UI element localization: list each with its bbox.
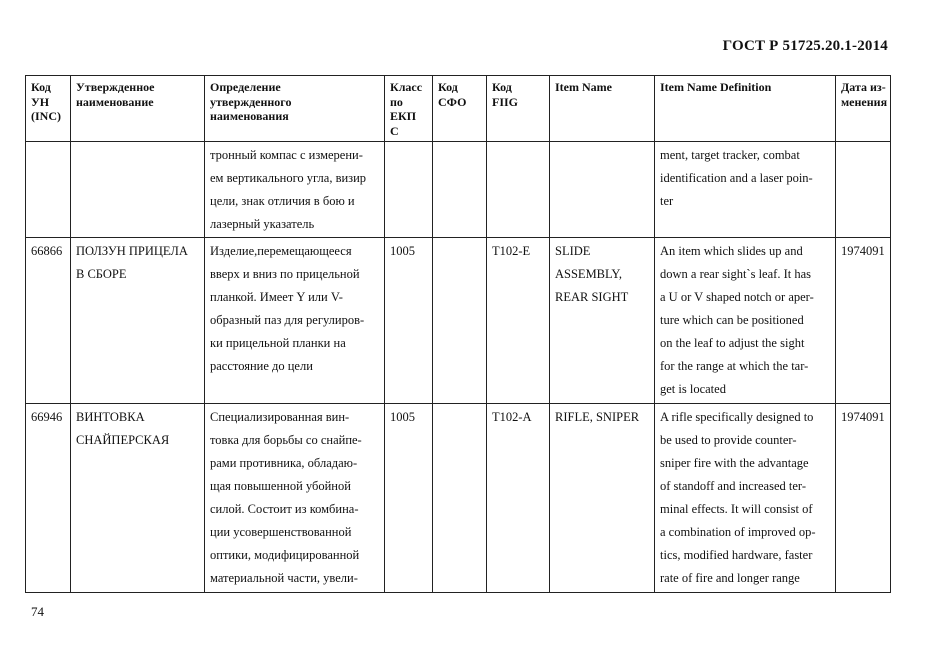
cell-text-line: minal effects. It will consist of — [660, 502, 813, 516]
table-cell-change-date — [836, 142, 891, 238]
cell-text-line: SLIDE — [555, 244, 591, 258]
cell-text-line: оптики, модифицированной — [210, 548, 360, 562]
table-cell-item-name-definition — [655, 142, 836, 238]
cell-text-line: An item which slides up and — [660, 244, 803, 258]
cell-text-line: ВИНТОВКА — [76, 410, 145, 424]
cell-text-line: образный паз для регулиров- — [210, 313, 365, 327]
cell-text-line: ture which can be positioned — [660, 313, 804, 327]
cell-text-line: on the leaf to adjust the sight — [660, 336, 805, 350]
table-header-row — [26, 76, 891, 142]
catalog-table — [25, 75, 891, 593]
column-header-line: (INC) — [31, 109, 61, 123]
cell-text-line: 66866 — [31, 244, 63, 258]
table-cell-item-name — [550, 238, 655, 404]
table-row — [26, 404, 891, 593]
column-header-line: Класс — [390, 80, 423, 94]
cell-text-line: ment, target tracker, combat — [660, 148, 800, 162]
cell-text-line: 1974091 — [841, 410, 885, 424]
column-header-item-name-definition — [655, 76, 836, 142]
table-row — [26, 238, 891, 404]
cell-text-line: A rifle specifically designed to — [660, 410, 814, 424]
cell-text-line: ASSEMBLY, — [555, 267, 622, 281]
cell-text-line: 1974091 — [841, 244, 885, 258]
cell-text-line: rate of fire and longer range — [660, 571, 800, 585]
column-header-code-fiig — [487, 76, 550, 142]
cell-text-line: планкой. Имеет Y или V- — [210, 290, 343, 304]
table-cell-code-un-inc — [26, 404, 71, 593]
column-header-class-ekps — [385, 76, 433, 142]
table-cell-class-ekps — [385, 238, 433, 404]
column-header-line: Код — [438, 80, 458, 94]
table-cell-code-sfo — [433, 238, 487, 404]
table-cell-item-name — [550, 142, 655, 238]
column-header-code-sfo — [433, 76, 487, 142]
table-cell-item-name-definition — [655, 404, 836, 593]
table-cell-name-definition — [205, 404, 385, 593]
cell-text-line: 1005 — [390, 410, 415, 424]
table-cell-approved-name — [71, 404, 205, 593]
cell-text-line: identification and a laser poin- — [660, 171, 813, 185]
column-header-change-date — [836, 76, 891, 142]
column-header-name-definition — [205, 76, 385, 142]
table-cell-code-un-inc — [26, 142, 71, 238]
table-cell-change-date — [836, 404, 891, 593]
column-header-line: СФО — [438, 94, 467, 109]
cell-text-line: СНАЙПЕРСКАЯ — [76, 433, 170, 447]
cell-text-line: of standoff and increased ter- — [660, 479, 806, 493]
page-number: 74 — [31, 604, 44, 619]
column-header-line: наименование — [76, 94, 154, 109]
cell-text-line: рами противника, обладаю- — [210, 456, 358, 470]
cell-text-line: T102-A — [492, 410, 532, 424]
cell-text-line: be used to provide counter- — [660, 433, 797, 447]
column-header-line: Код — [31, 80, 51, 94]
cell-text-line: tics, modified hardware, faster — [660, 548, 813, 562]
table-cell-code-sfo — [433, 142, 487, 238]
column-header-line: Дата из- — [841, 80, 886, 94]
cell-text-line: материальной части, увели- — [210, 571, 358, 585]
cell-text-line: щая повышенной убойной — [210, 479, 351, 493]
cell-text-line: В СБОРЕ — [76, 267, 127, 281]
table-cell-code-fiig — [487, 142, 550, 238]
cell-text-line: 1005 — [390, 244, 415, 258]
table-cell-name-definition — [205, 238, 385, 404]
cell-text-line: Специализированная вин- — [210, 410, 350, 424]
table-cell-approved-name — [71, 142, 205, 238]
column-header-line: наименования — [210, 109, 289, 123]
table-body — [26, 142, 891, 593]
column-header-line: ЕКП — [390, 109, 417, 123]
column-header-line: Item Name Definition — [660, 80, 772, 94]
cell-text-line: Изделие,перемещающееся — [210, 244, 352, 258]
table-cell-approved-name — [71, 238, 205, 404]
cell-text-line: товка для борьбы со снайпе- — [210, 433, 362, 447]
cell-text-line: ем вертикального угла, визир — [210, 171, 367, 185]
table-cell-name-definition — [205, 142, 385, 238]
column-header-line: Код — [492, 80, 512, 94]
table-cell-class-ekps — [385, 404, 433, 593]
cell-text-line: 66946 — [31, 410, 63, 424]
table-row — [26, 142, 891, 238]
cell-text-line: ки прицельной планки на — [210, 336, 346, 350]
cell-text-line: вверх и вниз по прицельной — [210, 267, 360, 281]
column-header-code-un-inc — [26, 76, 71, 142]
column-header-line: Утвержденное — [76, 80, 155, 94]
cell-text-line: T102-E — [492, 244, 531, 258]
cell-text-line: down a rear sight`s leaf. It has — [660, 267, 811, 281]
column-header-approved-name — [71, 76, 205, 142]
column-header-line: С — [390, 123, 399, 138]
cell-text-line: лазерный указатель — [210, 217, 315, 231]
column-header-item-name — [550, 76, 655, 142]
cell-text-line: a U or V shaped notch or aper- — [660, 290, 814, 304]
cell-text-line: RIFLE, SNIPER — [555, 410, 640, 424]
table-cell-class-ekps — [385, 142, 433, 238]
cell-text-line: тронный компас с измерени- — [210, 148, 363, 162]
cell-text-line: a combination of improved op- — [660, 525, 816, 539]
cell-text-line: REAR SIGHT — [555, 290, 629, 304]
table-cell-item-name-definition — [655, 238, 836, 404]
table-cell-change-date — [836, 238, 891, 404]
table-cell-code-fiig — [487, 404, 550, 593]
document-header: ГОСТ Р 51725.20.1-2014 — [722, 38, 888, 54]
cell-text-line: расстояние до цели — [210, 359, 313, 373]
cell-text-line: ПОЛЗУН ПРИЦЕЛА — [76, 244, 188, 258]
column-header-line: Item Name — [555, 80, 612, 94]
cell-text-line: силой. Состоит из комбина- — [210, 502, 359, 516]
table-cell-code-un-inc — [26, 238, 71, 404]
column-header-line: по — [390, 94, 403, 109]
table-cell-code-fiig — [487, 238, 550, 404]
cell-text-line: get is located — [660, 382, 726, 396]
column-header-line: утвержденного — [210, 94, 292, 109]
column-header-line: менения — [841, 94, 888, 109]
cell-text-line: sniper fire with the advantage — [660, 456, 809, 470]
cell-text-line: ции усовершенствованной — [210, 525, 352, 539]
column-header-line: УН — [31, 94, 50, 109]
column-header-line: Определение — [210, 80, 281, 94]
cell-text-line: for the range at which the tar- — [660, 359, 809, 373]
column-header-line: FIIG — [492, 94, 519, 109]
table-cell-code-sfo — [433, 404, 487, 593]
cell-text-line: ter — [660, 194, 674, 208]
cell-text-line: цели, знак отличия в бою и — [210, 194, 355, 208]
table-cell-item-name — [550, 404, 655, 593]
